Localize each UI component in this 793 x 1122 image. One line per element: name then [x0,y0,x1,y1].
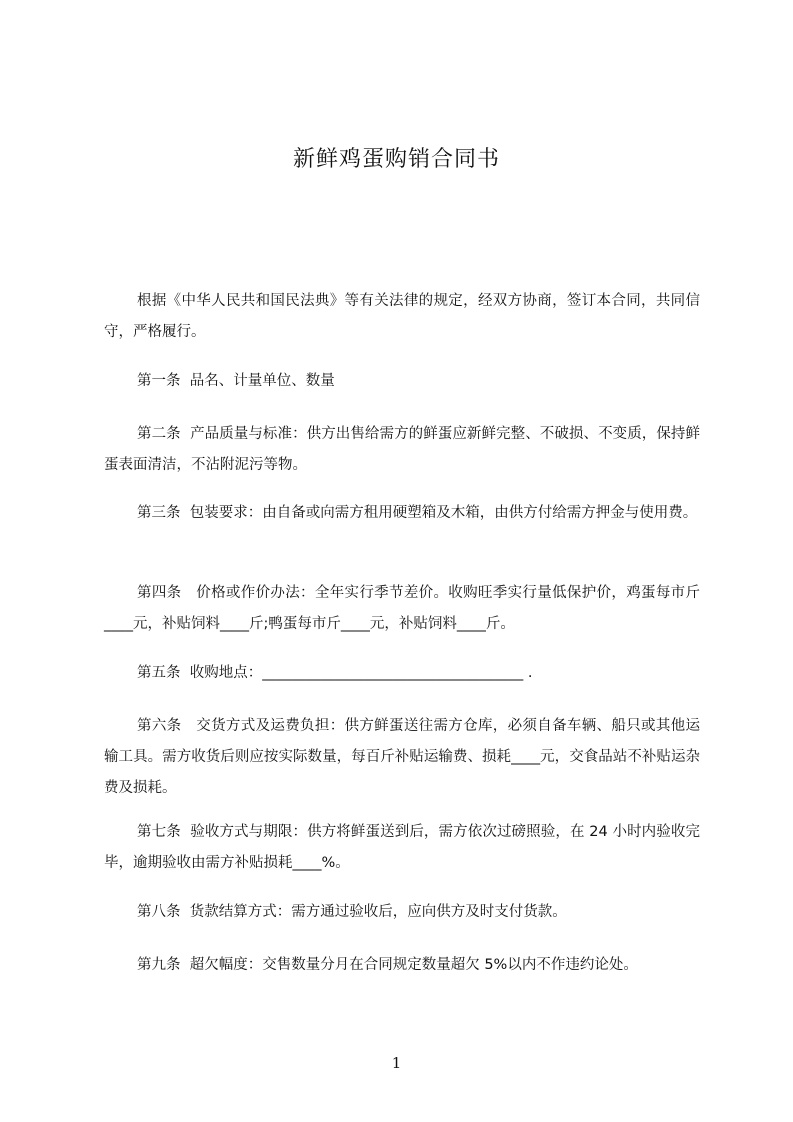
article-1: 第一条 品名、计量单位、数量 [137,373,335,389]
article-4: 第四条 价格或作价办法：全年实行季节差价。收购旺季实行量低保护价，鸡蛋每市斤____元，补贴饲料____斤;鸭蛋每市斤____元，补贴饲料____斤。 [104,585,700,632]
article-3: 第三条 包装要求：由自备或向需方租用硬塑箱及木箱，由供方付给需方押金与使用费。 [137,505,698,521]
article-6: 第六条 交货方式及运费负担：供方鲜蛋送往需方仓库，必须自备车辆、船只或其他运输工具。需方收货后则应按实际数量，每百斤补贴运输费、损耗____元，交食品站不补贴运杂费及损耗。 [104,718,700,796]
article-7: 第七条 验收方式与期限：供方将鲜蛋送到后，需方依次过磅照验，在 24 小时内验收完毕，逾期验收由需方补贴损耗____%。 [104,824,700,871]
article-9: 第九条 超欠幅度：交售数量分月在合同规定数量超欠 5%以内不作违约论处。 [137,957,638,973]
intro-paragraph: 根据《中华人民共和国民法典》等有关法律的规定，经双方协商，签订本合同，共同信守，严格履行。 [104,293,700,340]
page-number: 1 [391,1054,402,1072]
article-8: 第八条 货款结算方式：需方通过验收后，应向供方及时支付货款。 [137,904,567,920]
article-5: 第五条 收购地点：____________________________________ . [137,665,533,681]
document-title: 新鲜鸡蛋购销合同书 [292,147,500,172]
article-2: 第二条 产品质量与标准：供方出售给需方的鲜蛋应新鲜完整、不破损、不变质，保持鲜蛋表面清洁，不沾附泥污等物。 [104,426,700,473]
